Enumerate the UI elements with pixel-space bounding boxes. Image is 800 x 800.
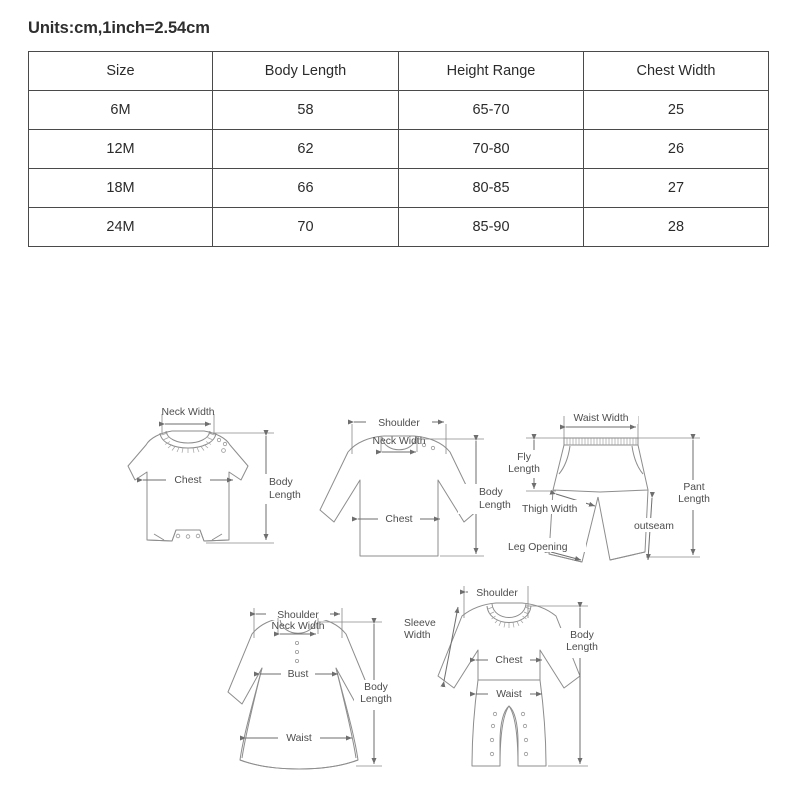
- cell-height-range: 85-90: [399, 208, 584, 247]
- label-fly-length-line2: Length: [508, 464, 540, 475]
- label-shoulder: Shoulder: [378, 418, 420, 429]
- label-body-length-line1: Body: [570, 630, 594, 641]
- label-thigh-width: Thigh Width: [522, 504, 578, 515]
- label-waist-width: Waist Width: [573, 413, 629, 424]
- label-neck-width: Neck Width: [372, 436, 426, 447]
- cell-body-length: 62: [213, 130, 399, 169]
- label-body-length-line1: Body: [269, 477, 293, 488]
- cell-size: 6M: [29, 91, 213, 130]
- label-bust: Bust: [287, 669, 309, 680]
- label-body-length-line2: Length: [479, 500, 511, 511]
- cell-chest-width: 26: [584, 130, 769, 169]
- label-sleeve-width-line1: Sleeve: [404, 618, 436, 629]
- label-pant-length-line1: Pant: [683, 482, 705, 493]
- label-body-length-line2: Length: [360, 694, 392, 705]
- diagram-romper: [392, 580, 617, 790]
- label-shoulder: Shoulder: [277, 610, 319, 621]
- diagram-dress: [196, 582, 401, 782]
- label-chest: Chest: [495, 655, 523, 666]
- cell-size: 18M: [29, 169, 213, 208]
- column-header-chest-width: Chest Width: [584, 52, 769, 91]
- label-outseam: outseam: [634, 521, 674, 532]
- label-leg-opening: Leg Opening: [508, 542, 568, 553]
- label-waist: Waist: [496, 689, 522, 700]
- label-body-length-line2: Length: [269, 490, 301, 501]
- label-body-length-line1: Body: [479, 487, 503, 498]
- label-waist: Waist: [286, 733, 312, 744]
- cell-height-range: 65-70: [399, 91, 584, 130]
- cell-height-range: 80-85: [399, 169, 584, 208]
- cell-chest-width: 28: [584, 208, 769, 247]
- label-neck-width: Neck Width: [161, 407, 215, 418]
- label-pant-length-line2: Length: [678, 494, 710, 505]
- cell-chest-width: 25: [584, 91, 769, 130]
- label-body-length-line2: Length: [566, 642, 598, 653]
- diagram-top: [296, 406, 511, 578]
- column-header-body-length: Body Length: [213, 52, 399, 91]
- cell-body-length: 58: [213, 91, 399, 130]
- label-neck-width: Neck Width: [271, 621, 325, 632]
- column-header-size: Size: [29, 52, 213, 91]
- units-title: Units:cm,1inch=2.54cm: [28, 19, 210, 37]
- label-sleeve-width-line2: Width: [404, 630, 431, 641]
- cell-height-range: 70-80: [399, 130, 584, 169]
- label-fly-length-line1: Fly: [517, 452, 531, 463]
- cell-body-length: 70: [213, 208, 399, 247]
- cell-chest-width: 27: [584, 169, 769, 208]
- label-body-length-line1: Body: [364, 682, 388, 693]
- diagram-bodysuit: [88, 402, 301, 577]
- cell-body-length: 66: [213, 169, 399, 208]
- label-chest: Chest: [174, 475, 202, 486]
- diagram-pants: [500, 402, 720, 580]
- cell-size: 24M: [29, 208, 213, 247]
- cell-size: 12M: [29, 130, 213, 169]
- label-chest: Chest: [385, 514, 413, 525]
- column-header-height-range: Height Range: [399, 52, 584, 91]
- label-shoulder: Shoulder: [476, 588, 518, 599]
